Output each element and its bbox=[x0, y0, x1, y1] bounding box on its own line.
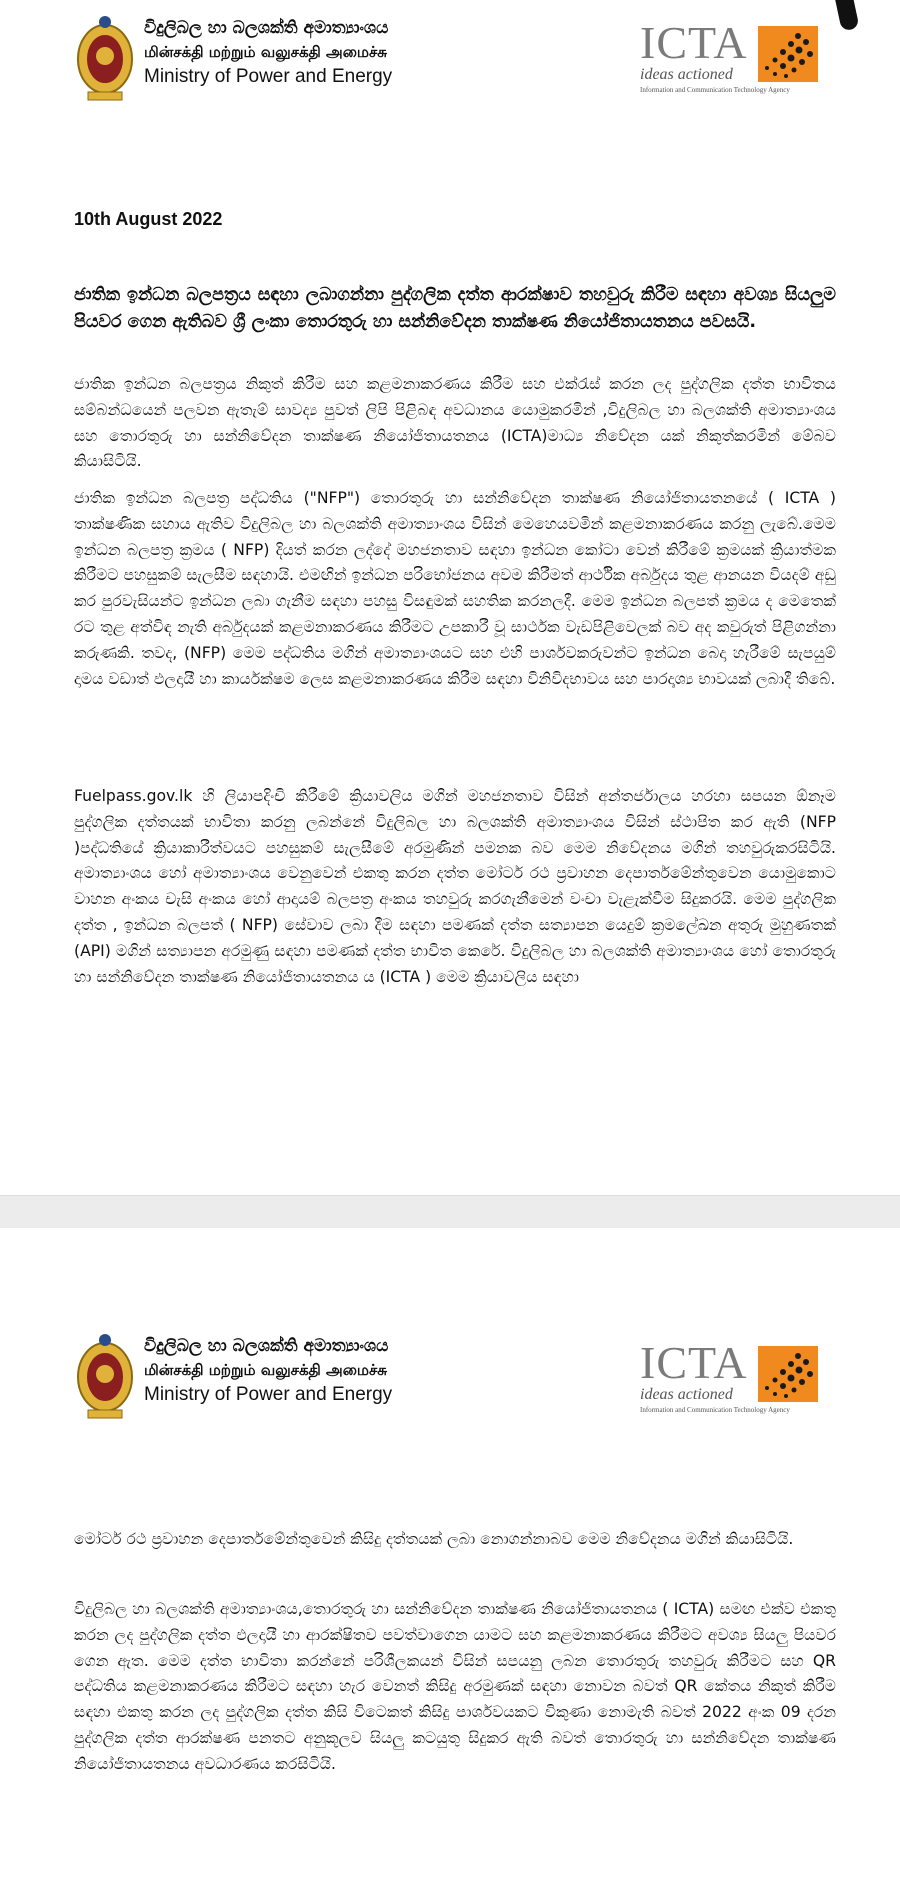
icta-wordmark: ICTA bbox=[640, 17, 748, 68]
sri-lanka-emblem-icon bbox=[74, 12, 136, 102]
ministry-name-tamil: மின்சக்தி மற்றும் வலுசக்தி அமைச்சு bbox=[144, 43, 388, 61]
icta-wordmark: ICTA bbox=[640, 1337, 748, 1388]
page-separator bbox=[0, 1195, 900, 1229]
dot-pattern-icon bbox=[758, 1346, 818, 1402]
icta-logo bbox=[640, 18, 820, 98]
icta-subtitle: Information and Communication Technology Agency bbox=[640, 1406, 790, 1414]
sri-lanka-emblem-icon bbox=[74, 1330, 136, 1420]
icta-orange-square bbox=[758, 26, 818, 82]
paragraph-2: ජාතික ඉන්ධන බලපත්‍ර පද්ධතිය ("NFP") තොරතුරු හා සන්නිවේදන තාක්ෂණ නියෝජිතායතනයේ ( ICTA ) තාක්ෂණික සහාය ඇතිව විදුලිබල හා බලශක්ති අමාත්‍යාංශය විසින් මෙහෙයවමින් කළමනාකරණය කරනු ලැබේ.මෙම ඉන්ධන බලපත්‍ර ක්‍රමය ( NFP) දියත් කරන ලද්දේ මහජනතාව සඳහා ඉන්ධන කෝටා වෙන් කිරීමේ ක්‍රමයක් ක්‍රියාත්මක කිරීමට පහසුකම් සැලසීම සඳහායි. එමඟින් ඉන්ධන පරිභෝජනය අවම කිරීමත් ආර්ථික අර්බුදය තුළ ආනයන වියදම් අඩු කර පුරවැසියන්ට ඉන්ධන ලබා ගැනීම සඳහා පහසු විසඳුමක් සහතික කරනලදී. මෙම ඉන්ධන බලපත් ක්‍රමය ද මෙතෙක් රට තුළ අත්විඳ නැති අර්බුදයක් කළමනාකරණය කිරීමට උපකාරී වූ සාර්ථක වැඩපිළිවෙලක් බව අද කවුරුත් පිළිගන්නා කරුණකි. තවද, (NFP) මෙම පද්ධතිය මගින් අමාත්‍යාංශයට සහ එහි පාර්ශවකරුවන්ට ඉන්ධන බෙදා හැරීමේ සැපයුම් දාමය වඩාත් ඵලදායී හා කාර්යක්ෂම ලෙස කළමනාකරණය කිරීම සඳහා විනිවිදභාවය සහ පාරදෘශ්‍ය භාවයක් ලබාදී තිබේ. bbox=[74, 489, 836, 688]
paragraph-4: මෝටර් රථ ප්‍රවාහන දෙපාර්තමේන්තුවෙන් කිසිදු දත්තයක් ලබා නොගන්නාබව මෙම නිවේදනය මගින් කියාසිටියි. bbox=[74, 1530, 794, 1548]
ministry-name-english: Ministry of Power and Energy bbox=[144, 66, 393, 87]
ministry-logo-block bbox=[74, 1330, 392, 1420]
icta-tagline: ideas actioned bbox=[640, 66, 733, 83]
paragraph-5: විදුලිබල හා බලශක්ති අමාත්‍යාංශය,තොරතුරු හා සන්නිවේදන තාක්ෂණ නියෝජිතායතනය ( ICTA) සමඟ එක්ව එකතු කරන ලද පුද්ගලික දත්ත ඵලදායී හා ආරක්ෂිතව පවත්වාගෙන යාමට සහ කළමනාකරණය කිරීමට අවශ්‍ය සියලු පියවර ගෙන ඇත. මෙම දත්ත භාවිතා කරන්නේ පරිශීලකයන් විසින් සපයනු ලබන තොරතුරු තහවුරු කිරීමට සහ QR පද්ධතිය කළමනාකරණය කිරීමට සඳහා හැර වෙනත් කිසිදු අරමුණක් සඳහා නොවන බවත් QR කේතය නිකුත් කිරීම සඳහා එකතු කරන ලද පුද්ගලික දත්ත කිසි විටෙකත් කිසිදු පාර්ශවයකට විකුණා නොමැති බවත් 2022 අංක 09 දරන පුද්ගලික දත්ත ආරක්ෂණ පනතට අනුකූලව සියලු කටයුතු සිදුකර ඇති බවත් තොරතුරු හා සන්නිවේදන තාක්ෂණ නියෝජිතායතනය අවධාරණය කරසිටියි. bbox=[74, 1600, 836, 1773]
ministry-name-english: Ministry of Power and Energy bbox=[144, 1384, 393, 1405]
icta-logo bbox=[640, 1338, 820, 1418]
paragraph-3: Fuelpass.gov.lk හි ලියාපදිංචි කිරීමේ ක්‍රියාවලිය මගින් මහජනතාව විසින් අන්තර්ජාලය හරහා සපයන ඕනෑම පුද්ගලික දත්තයක් භාවිතා කරනු ලබන්නේ විදුලිබල හා බලශක්ති අමාත්‍යාංශය විසින් ස්ථාපිත කර ඇති (NFP )පද්ධතියේ ක්‍රියාකාරීත්වයට පහසුකම් සැලසීමේ අරමුණින් පමනක බව මෙම නිවේදනය මගින් තහවුරුකරසිටියි. අමාත්‍යාංශය හෝ අමාත්‍යාංශය වෙනුවෙන් එකතු කරන දත්ත මෝටර් රථ ප්‍රවාහන දෙපාර්තමේන්තුවෙන යොමුකොට වාහන අංකය චැසි අංකය හෝ ආදායම් බලපත්‍ර අංකය තහවුරු කරගැනීමෙන් වංචා වැළැක්වීම සිදුකරයි. මෙම පුද්ගලික දත්ත , ඉන්ධන බලපත් ( NFP) සේවාව ලබා දීම සඳහා පමණක් දත්ත සත්‍යාපන යෙදුම් ක්‍රමලේඛන අතුරු මුහුණතක් (API) මගින් සත්‍යාපන අරමුණු සඳහා පමණක් දත්ත භාවිත කෙරේ. විදුලිබල හා බලශක්ති අමාත්‍යාංශය හෝ තොරතුරු හා සන්නිවේදන තාක්ෂණ නියෝජිතායතනය ය (ICTA ) මෙම ක්‍රියාවලිය සඳහා bbox=[74, 787, 836, 986]
paragraph-1: ජාතික ඉන්ධන බලපත්‍රය නිකුත් කිරීම සහ කළමනාකරණය කිරීම සහ එක්රැස් කරන ලද පුද්ගලික දත්ත භාවිතය සම්බන්ධයෙන් පලවන ඇතැම් සාවද්‍ය පුවත් ලිපි පිළිබඳ අවධානය යොමුකරමින් ,විදුලිබල හා බලශක්ති අමාත්‍යාංශය සහ තොරතුරු හා සන්නිවේදන තාක්ෂණ නියෝජිතායතනය (ICTA)මාධ්‍ය නිවේදන යක් නිකුත්කරමින් මේබව කියාසිටියි. bbox=[74, 375, 836, 471]
press-release-date: 10th August 2022 bbox=[74, 209, 223, 229]
dot-pattern-icon bbox=[758, 26, 818, 82]
ministry-logo-block bbox=[74, 12, 392, 102]
icta-subtitle: Information and Communication Technology Agency bbox=[640, 86, 790, 94]
ministry-name-tamil: மின்சக்தி மற்றும் வலுசக்தி அமைச்சு bbox=[144, 1361, 388, 1379]
icta-orange-square bbox=[758, 1346, 818, 1402]
pen-mark bbox=[834, 0, 859, 31]
press-release-headline: ජාතික ඉන්ධන බලපත්‍රය සඳහා ලබාගන්නා පුද්ගලික දත්ත ආරක්ෂාව තහවුරු කිරීම සඳහා අවශ්‍ය සියලුම පියවර ගෙන ඇතිබව ශ්‍රී ලංකා තොරතුරු හා සන්නිවේදන තාක්ෂණ නියෝජිතායතනය පවසයි. bbox=[74, 285, 836, 332]
ministry-name-sinhala: විදුලිබල හා බලශක්ති අමාත්‍යාංශය bbox=[144, 1336, 389, 1356]
icta-tagline: ideas actioned bbox=[640, 1386, 733, 1403]
ministry-name-sinhala: විදුලිබල හා බලශක්ති අමාත්‍යාංශය bbox=[144, 18, 389, 38]
document-page-2 bbox=[0, 1228, 900, 1885]
